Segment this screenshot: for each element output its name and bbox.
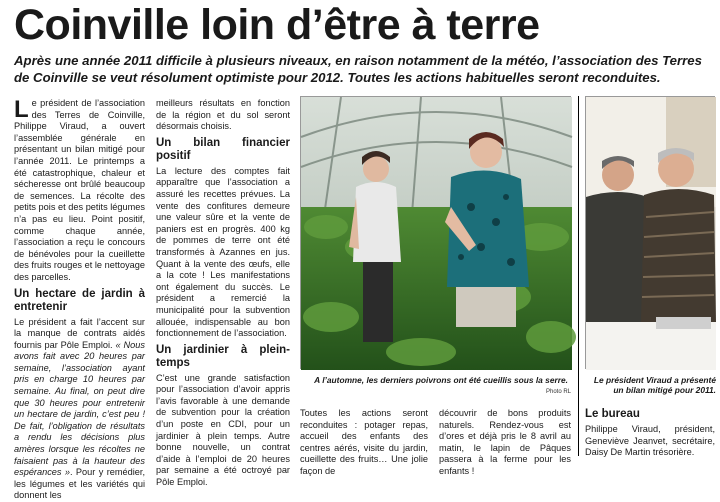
headline: Coinville loin d’être à terre [14,2,540,48]
subheading-hectare: Un hectare de jardin à entretenir [14,288,145,314]
photo-caption: A l’automne, les derniers poivrons ont été cueillis sous la serre. [306,375,568,385]
president-photo-image [586,97,716,370]
intro-paragraph [14,98,145,284]
paragraph: découvrir de bons produits naturels. Rendez-vous est d’ores et déjà pris le 8 avril au matin, le lapin de Pâques passera à la ferme pour les enfants ! [439,408,571,478]
column-4 [585,408,715,459]
paragraph: meilleurs résultats en fonction de la région et du sol seront désormais choisis. [156,98,290,133]
president-photo [585,96,715,369]
subheading-jardinier: Un jardinier à plein-temps [156,344,290,370]
greenhouse-photo [300,96,571,369]
drop-cap: L [14,99,29,121]
subheading-bureau: Le bureau [585,408,715,421]
subheading-bilan: Un bilan financier positif [156,137,290,163]
intro-text: e président de l’association des Terres de Coinville, Philippe Viraud, a ouvert l’assemblée générale en présentant un bilan mitigé pour l’année 2011. Le printemps a été catastrophique, chaleur et sécheresse ont brûlé beaucoup de semences. La récolte des petits pois et des petits légumes n’a pas eu lieu. Point positif, comme chaque année, l’association a reçu le concours de bénévoles pour la cueillette des fruits rouges et le nettoyage des parcelles. [14,98,145,282]
greenhouse-photo-image [301,97,572,370]
paragraph: C’est une grande satisfaction pour l’association d’avoir appris l’avis favorable à une demande de subvention pour la création d’un poste en CDI, pour un jardinier à plein temps. Autre bonne nouvelle, un contrat d’aide à l’emploi de 20 heures par semaine a été octroyé par Pôle Emploi. [156,373,290,489]
column-1 [14,98,145,502]
paragraph [14,317,145,502]
president-quote: « Nous avons fait avec 20 heures par semaine, l’association ayant pris en charge 10 heures par semaine. Au final, on peut dire que 30 heures pour entretenir un hectare de jardin, c’est peu ! De fait, l’obligation de résultats a rendu les décisions plus amères lorsque les récoltes ne faisaient pas à la hauteur des espérances » [14,340,145,478]
paragraph: La lecture des comptes fait apparaître que l’association a assuré les recettes prévues. La vente des confitures demeure une valeur sûre et la vente de paniers est en progrès. 400 kg de pommes de terre ont été transformés à Azannes en jus. Quant à la vente des œufs, elle a la cote ! Les manifestations ont également du succès. Le président a remercié la municipalité pour la subvention allouée, indispensable au bon fonctionnement de l’association. [156,166,290,340]
column-3b [439,408,571,478]
photo-credit: Photo RL [546,389,571,395]
column-2 [156,98,290,489]
lead-paragraph: Après une année 2011 difficile à plusieurs niveaux, en raison notamment de la météo, l’association des Terres de Coinville se veut résolument optimiste pour 2012. Toutes les actions habituelles seront reconduites. [14,52,714,86]
paragraph-text: . Pour y remédier, les légumes et les variétés qui donnent les [14,467,145,500]
column-divider [578,96,579,456]
paragraph: Philippe Viraud, président, Geneviève Jeanvet, secrétaire, Daisy De Martin trésorière. [585,424,715,459]
photo-caption: Le président Viraud a présenté un bilan mitigé pour 2011. [588,375,716,395]
paragraph: Toutes les actions seront reconduites : potager repas, accueil des enfants des centres aérés, visite du jardin, cueillette des fruits… Une jolie façon de [300,408,428,478]
column-3a [300,408,428,478]
paragraph-text: Le président a fait l’accent sur la manque de contrats aidés fournis par Pôle Emploi. [14,317,145,350]
